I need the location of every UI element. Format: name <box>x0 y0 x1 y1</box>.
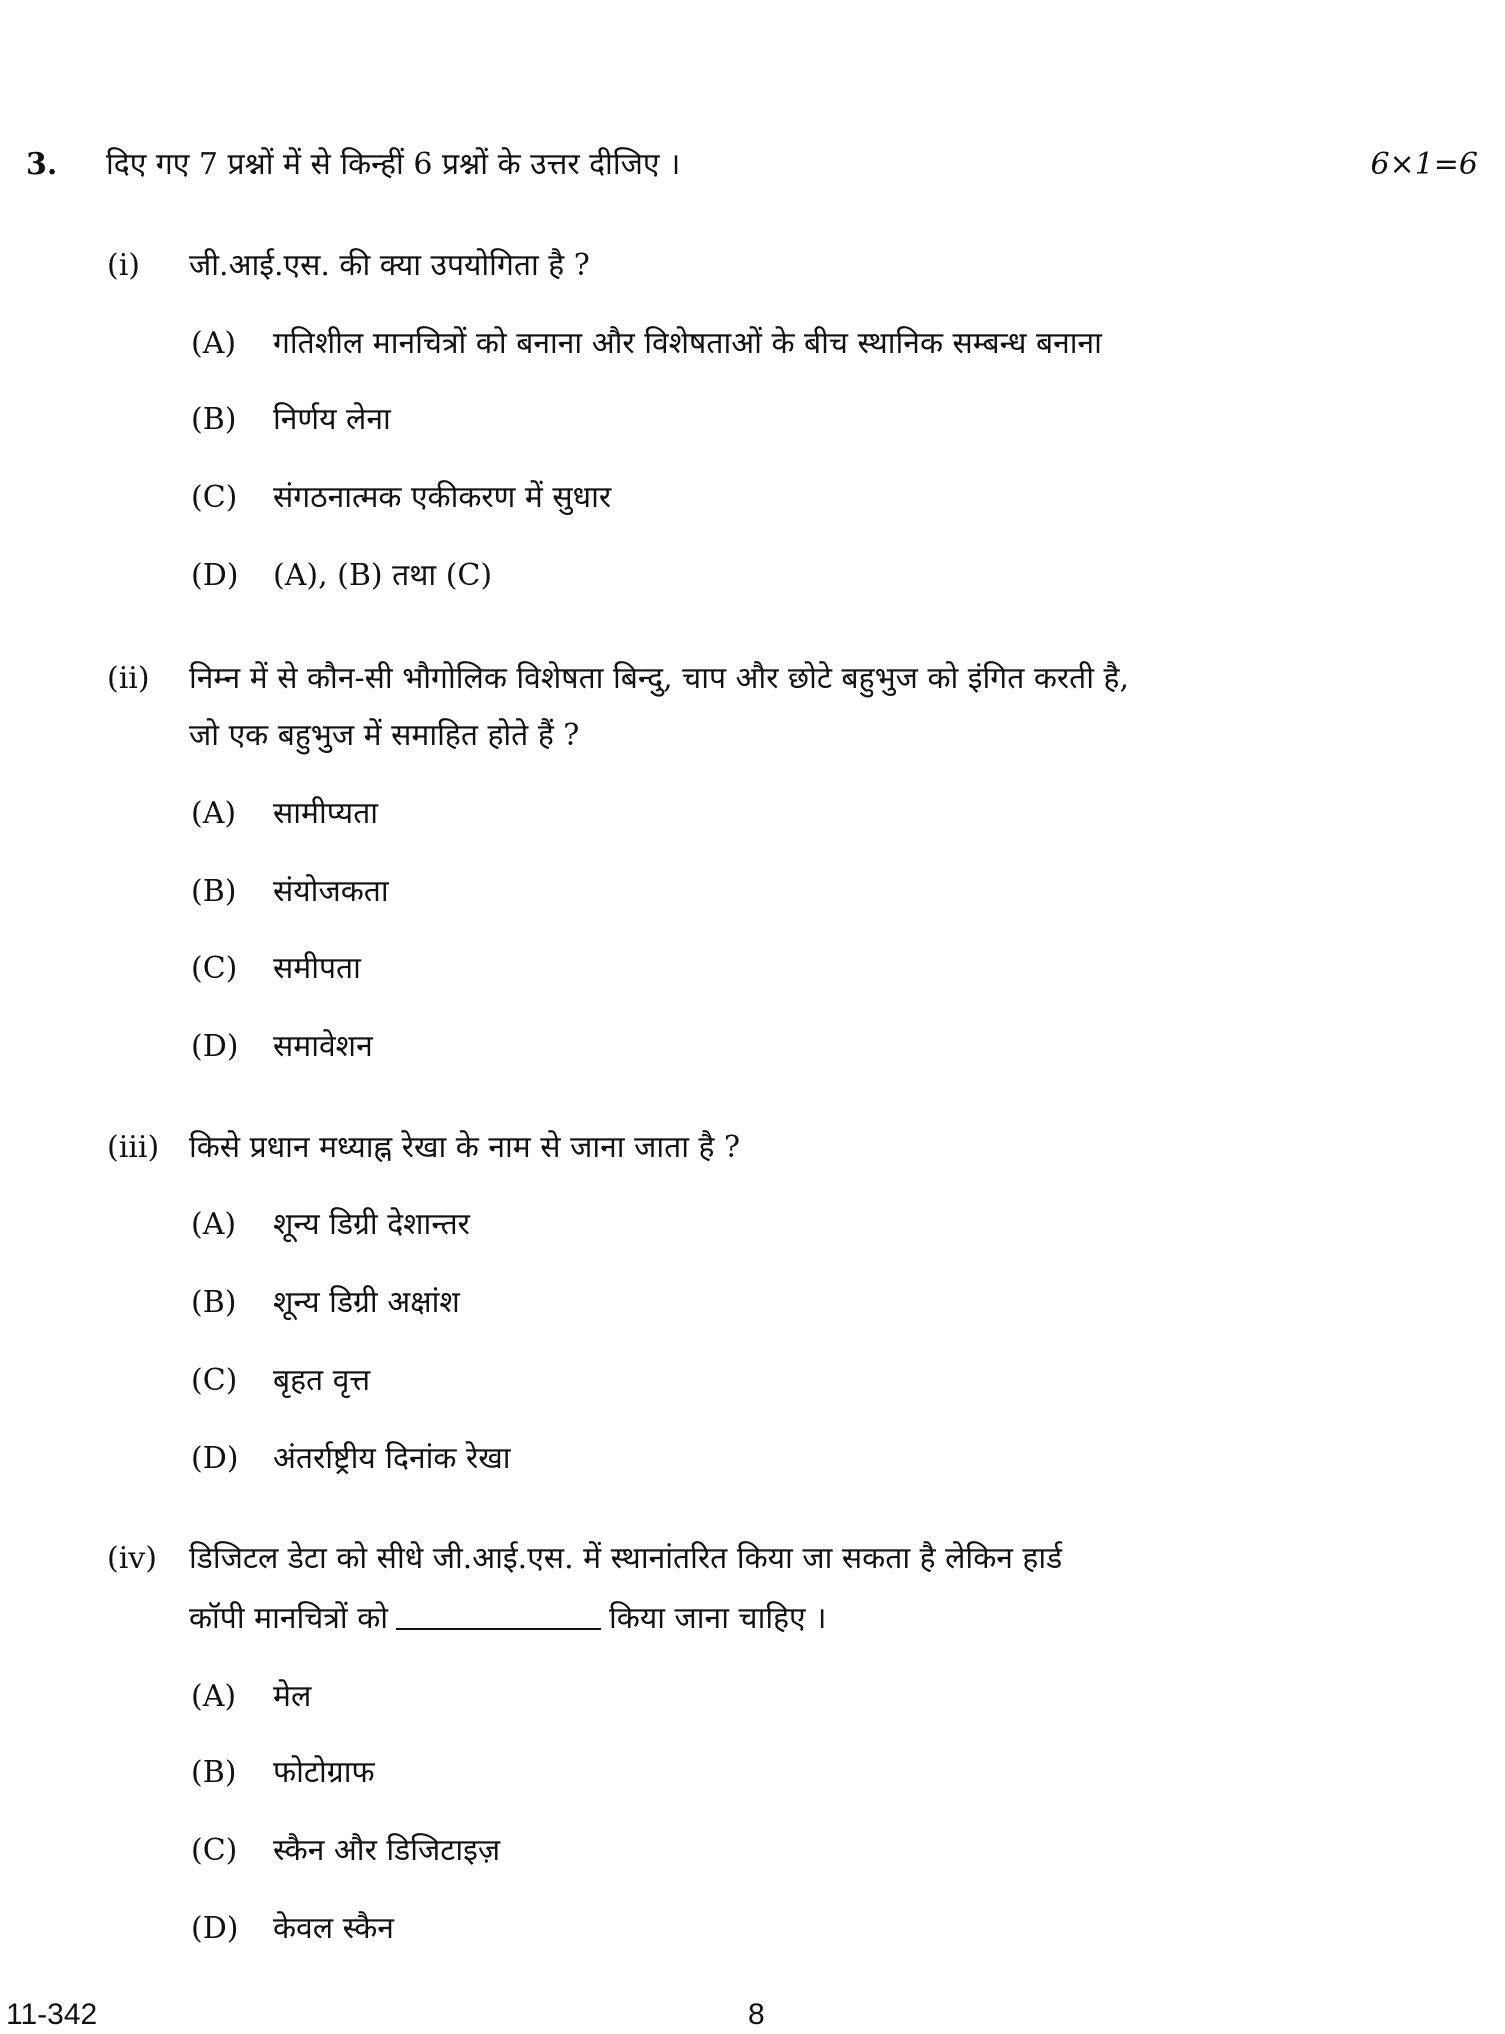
option-label: (D) <box>191 558 239 593</box>
option-text: गतिशील मानचित्रों को बनाना और विशेषताओं के बीच स्थानिक सम्बन्ध बनाना <box>273 326 1102 361</box>
option-text: सामीप्यता <box>273 796 379 831</box>
option-text: स्कैन और डिजिटाइज़ <box>273 1833 501 1868</box>
subquestion-text: निम्न में से कौन-सी भौगोलिक विशेषता बिन्दु, चाप और छोटे बहुभुज को इंगित करती है, <box>189 661 1130 696</box>
subquestion-text-line2 <box>189 1601 827 1636</box>
option-text: फोटोग्राफ <box>273 1755 375 1790</box>
paper-code: 11-342 <box>6 1998 98 2031</box>
question-number: 3. <box>26 147 58 182</box>
option-label: (A) <box>191 1207 237 1242</box>
question-marks: 6×1=6 <box>1370 147 1478 182</box>
option-text: निर्णय लेना <box>273 402 391 437</box>
option-label: (A) <box>191 1679 237 1714</box>
option-text: संयोजकता <box>273 874 389 909</box>
option-text: बृहत वृत्त <box>273 1363 371 1398</box>
option-label: (D) <box>191 1911 239 1946</box>
fill-in-blank <box>396 1628 601 1630</box>
subquestion-text: किया जाना चाहिए । <box>609 1601 827 1636</box>
subquestion-text: जो एक बहुभुज में समाहित होते हैं ? <box>189 718 580 753</box>
subquestion-text: किसे प्रधान मध्याह्न रेखा के नाम से जाना जाता है ? <box>189 1130 741 1165</box>
subquestion-text: कॉपी मानचित्रों को <box>189 1601 389 1636</box>
option-text: शून्य डिग्री देशान्तर <box>273 1207 470 1242</box>
option-label: (C) <box>191 1833 238 1868</box>
option-text: अंतर्राष्ट्रीय दिनांक रेखा <box>273 1441 511 1476</box>
option-text: मेल <box>273 1679 312 1714</box>
subquestion-label: (iii) <box>107 1130 160 1165</box>
question-instruction: दिए गए 7 प्रश्नों में से किन्हीं 6 प्रश्नों के उत्तर दीजिए । <box>106 147 681 182</box>
option-label: (B) <box>191 1285 237 1320</box>
option-label: (D) <box>191 1029 239 1064</box>
option-label: (B) <box>191 1755 237 1790</box>
option-label: (C) <box>191 951 238 986</box>
option-text: शून्य डिग्री अक्षांश <box>273 1285 460 1320</box>
subquestion-text: जी.आई.एस. की क्या उपयोगिता है ? <box>189 248 590 283</box>
option-label: (A) <box>191 796 237 831</box>
page-number: 8 <box>748 1998 765 2031</box>
option-text: केवल स्कैन <box>273 1911 394 1946</box>
subquestion-text: डिजिटल डेटा को सीधे जी.आई.एस. में स्थानांतरित किया जा सकता है लेकिन हार्ड <box>189 1541 1063 1576</box>
option-text: समीपता <box>273 951 361 986</box>
option-text: (A), (B) तथा (C) <box>273 558 493 593</box>
option-label: (D) <box>191 1441 239 1476</box>
option-text: संगठनात्मक एकीकरण में सुधार <box>273 480 612 515</box>
subquestion-label: (i) <box>107 248 141 283</box>
subquestion-label: (iv) <box>107 1541 157 1576</box>
option-label: (C) <box>191 480 238 515</box>
option-label: (B) <box>191 874 237 909</box>
option-label: (A) <box>191 326 237 361</box>
subquestion-label: (ii) <box>107 661 150 696</box>
option-text: समावेशन <box>273 1029 373 1064</box>
option-label: (C) <box>191 1363 238 1398</box>
option-label: (B) <box>191 402 237 437</box>
